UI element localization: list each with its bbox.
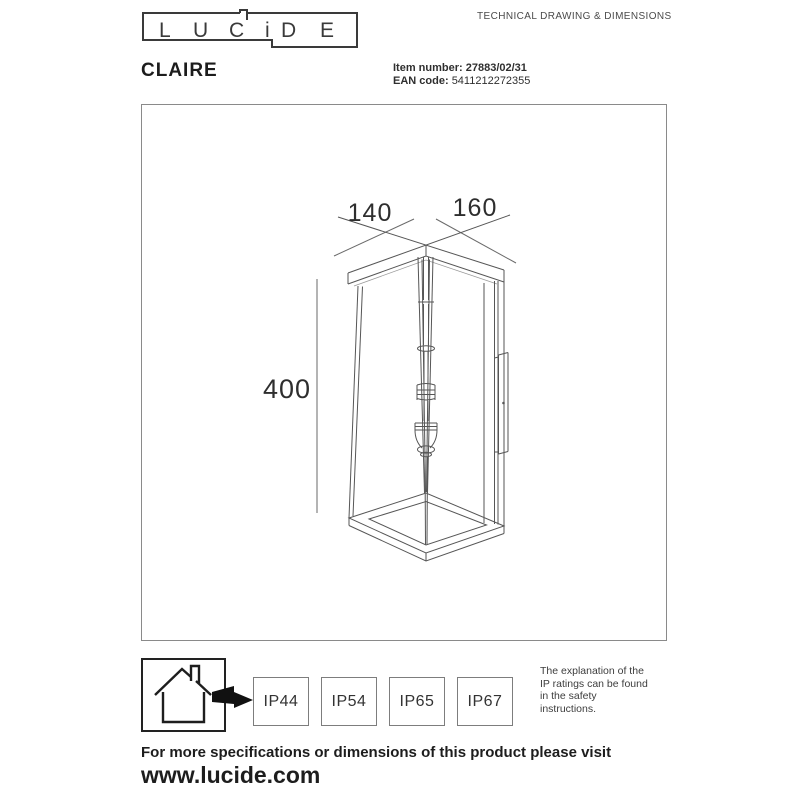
ip-note-line: The explanation of the (540, 665, 644, 677)
ean-label: EAN code: (393, 75, 449, 87)
logo-letters (159, 19, 334, 42)
product-codes (393, 62, 530, 88)
ip-note-line: IP ratings can be found (540, 677, 648, 690)
logo-letter: i (265, 19, 270, 42)
body-frame (349, 257, 504, 526)
ip-badge-label: IP65 (399, 692, 435, 710)
logo-letter: U (193, 19, 209, 42)
ip-note-line: in the safety (540, 690, 597, 702)
technical-drawing-panel (141, 104, 667, 641)
ip-note (540, 665, 680, 715)
logo-letter: E (320, 19, 335, 42)
bottom-frame (349, 493, 504, 561)
dim-label-depth: 160 (452, 194, 498, 222)
footer-text: For more specifications or dimensions of this product please visit (141, 744, 612, 761)
logo-letter: L (159, 19, 171, 42)
website-url: www.lucide.com (141, 762, 321, 788)
ip-badge-label: IP44 (263, 692, 299, 710)
ip-badge-ip65 (389, 677, 445, 726)
ip-note-line: instructions. (540, 702, 597, 715)
document-title: TECHNICAL DRAWING & DIMENSIONS (477, 11, 672, 22)
ip-badge-ip54 (321, 677, 377, 726)
arrow-right-icon (205, 680, 260, 720)
ip-badge-label: IP67 (467, 692, 503, 710)
item-number-row (393, 62, 530, 75)
lamp-technical-drawing (142, 105, 665, 639)
dim-label-height: 400 (262, 374, 312, 404)
ip-badge-ip44 (253, 677, 309, 726)
ean-value: 5411212272355 (451, 75, 531, 87)
ip-badge-ip67 (457, 677, 513, 726)
dim-label-width: 140 (347, 199, 393, 227)
logo-letter: D (281, 19, 297, 42)
item-number-label: Item number: (393, 62, 463, 74)
item-number-value: 27883/02/31 (465, 62, 527, 74)
ip-badge-label: IP54 (331, 692, 367, 710)
logo-letter: C (229, 19, 245, 42)
lucide-logo (141, 9, 359, 53)
ean-row (393, 75, 530, 88)
product-name: CLAIRE (141, 60, 218, 81)
wall-bracket (495, 353, 509, 455)
